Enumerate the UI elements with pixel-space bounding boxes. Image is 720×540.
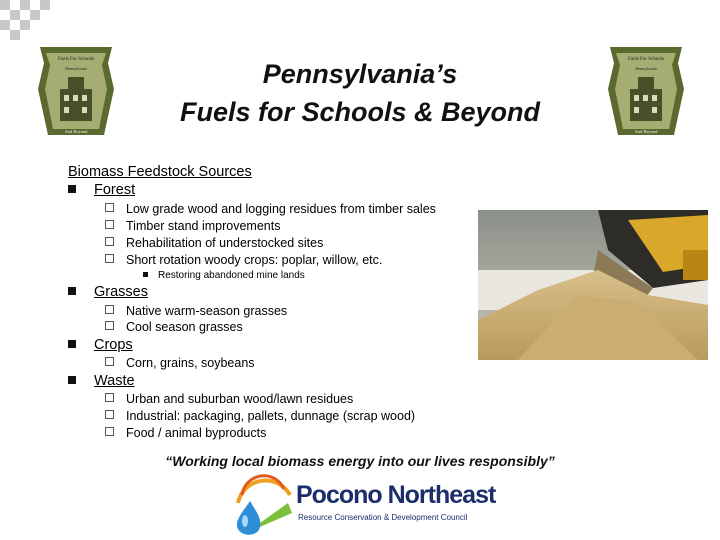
list-item: Cool season grasses	[105, 320, 243, 334]
list-item: Low grade wood and logging residues from timber sales	[105, 202, 436, 216]
bullet-icon	[68, 340, 76, 348]
badge-top-text: Fuels For Schools	[57, 57, 95, 62]
list-item: Corn, grains, soybeans	[105, 356, 255, 370]
list-item: Food / animal byproducts	[105, 426, 266, 440]
badge-top-text: Fuels For Schools	[627, 57, 665, 62]
checkbox-bullet-icon	[105, 321, 114, 330]
bullet-icon	[68, 287, 76, 295]
category-crops: Crops	[68, 337, 133, 353]
badge-state-text: Pennsylvania	[65, 66, 87, 71]
badge-state-text: Pennsylvania	[635, 66, 657, 71]
wood-chips-photo	[478, 210, 708, 360]
category-forest: Forest	[68, 182, 135, 198]
list-item: Industrial: packaging, pallets, dunnage (scrap wood)	[105, 409, 415, 423]
section-heading: Biomass Feedstock Sources	[68, 164, 252, 180]
list-item: Native warm-season grasses	[105, 304, 287, 318]
checkbox-bullet-icon	[105, 237, 114, 246]
logo-subtitle: Resource Conservation & Development Council	[298, 513, 468, 522]
keystone-badge-left	[38, 43, 114, 137]
pocono-northeast-logo	[228, 473, 496, 537]
checkbox-bullet-icon	[105, 427, 114, 436]
bullet-icon	[68, 185, 76, 193]
bullet-icon	[143, 272, 148, 277]
checkbox-bullet-icon	[105, 254, 114, 263]
title-line-1: Pennsylvania’s	[262, 59, 458, 89]
checkbox-bullet-icon	[105, 203, 114, 212]
quote-text: “Working local biomass energy into our lives responsibly”	[165, 453, 555, 469]
sun-droplet-icon	[228, 473, 294, 537]
badge-bottom-text: And Beyond	[64, 129, 88, 134]
title-line-2: Fuels for Schools & Beyond	[179, 97, 541, 127]
corner-decoration	[0, 0, 60, 48]
sub-list-item: Restoring abandoned mine lands	[143, 270, 305, 281]
checkbox-bullet-icon	[105, 220, 114, 229]
category-grasses: Grasses	[68, 284, 148, 300]
slide-title	[120, 55, 600, 131]
list-item: Short rotation woody crops: poplar, willow, etc.	[105, 253, 382, 267]
list-item: Urban and suburban wood/lawn residues	[105, 392, 353, 406]
category-waste: Waste	[68, 373, 135, 389]
list-item: Timber stand improvements	[105, 219, 280, 233]
logo-name: Pocono Northeast	[296, 481, 496, 509]
keystone-badge-right	[608, 43, 684, 137]
checkbox-bullet-icon	[105, 410, 114, 419]
checkbox-bullet-icon	[105, 357, 114, 366]
list-item: Rehabilitation of understocked sites	[105, 236, 323, 250]
checkbox-bullet-icon	[105, 305, 114, 314]
badge-bottom-text: And Beyond	[634, 129, 658, 134]
checkbox-bullet-icon	[105, 393, 114, 402]
bullet-icon	[68, 376, 76, 384]
